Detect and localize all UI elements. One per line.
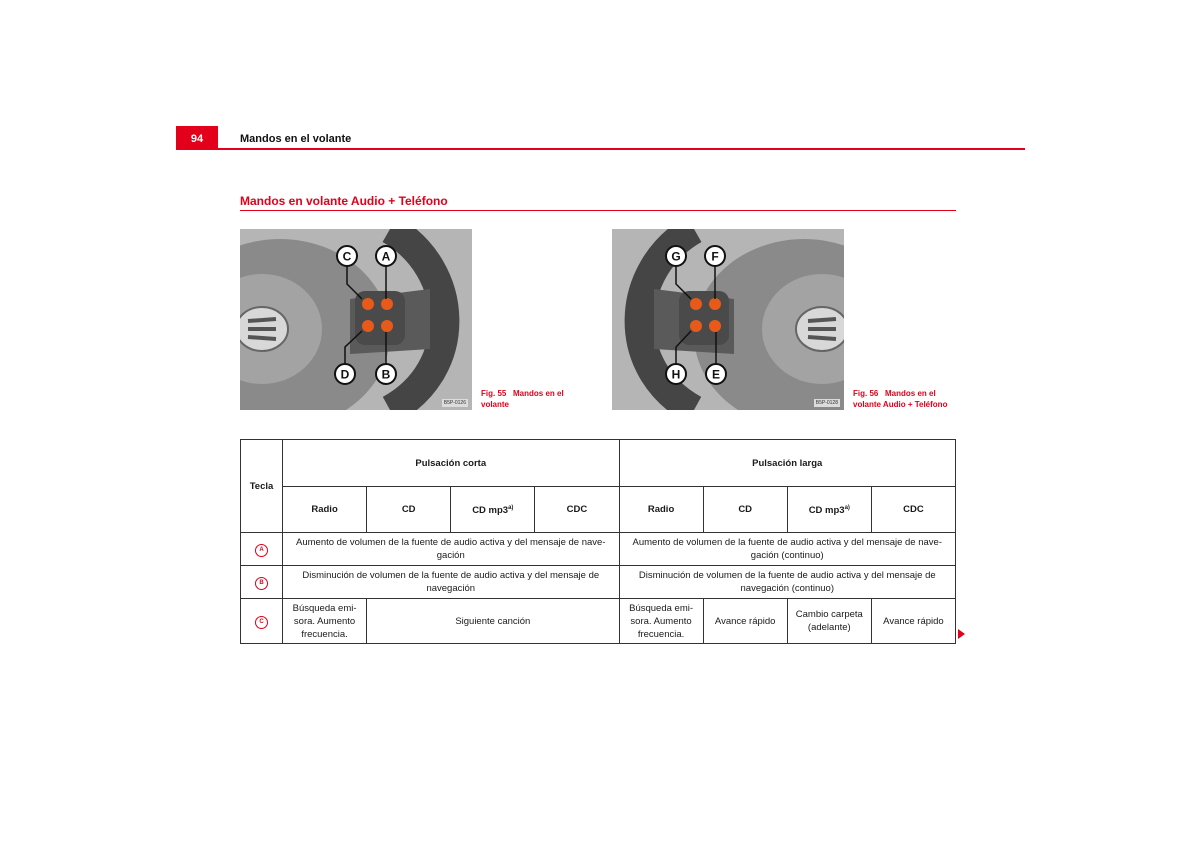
header-pulsacion-larga: Pulsación larga <box>619 440 956 487</box>
svg-text:A: A <box>381 249 391 264</box>
table-subheader-row <box>241 487 956 533</box>
cell-short-radio: Búsqueda emi-sora. Aumento frecuencia. <box>283 599 367 644</box>
svg-text:F: F <box>711 249 719 264</box>
cell-short-press: Aumento de volumen de la fuente de audio activa y del mensaje de nave-gación <box>283 533 620 566</box>
page-header-title: Mandos en el volante <box>240 133 352 145</box>
subheader-cd: CD <box>367 487 451 533</box>
callout-a <box>376 246 396 266</box>
table-row <box>241 599 956 644</box>
controls-table <box>240 439 956 644</box>
caption-label: Fig. 56 <box>853 389 879 398</box>
svg-text:G: G <box>671 249 681 264</box>
subheader-cdc: CDC <box>871 487 955 533</box>
figure-caption-56 <box>853 389 963 410</box>
callout-e <box>706 364 726 384</box>
callout-h <box>666 364 686 384</box>
key-cell <box>241 566 283 599</box>
callout-f <box>705 246 725 266</box>
key-cell <box>241 533 283 566</box>
table-header-row <box>241 440 956 487</box>
caption-text: Mandos en el volante <box>481 389 564 409</box>
key-c-icon: C <box>255 616 268 629</box>
header-divider <box>176 148 1025 150</box>
steering-wheel-illustration-left <box>240 229 472 410</box>
svg-text:D: D <box>340 367 350 382</box>
subheader-cdc: CDC <box>535 487 619 533</box>
cell-long-cdc: Avance rápido <box>871 599 955 644</box>
cell-long-press: Aumento de volumen de la fuente de audio activa y del mensaje de nave-gación (continuo) <box>619 533 956 566</box>
table-row <box>241 566 956 599</box>
cell-long-cd: Avance rápido <box>703 599 787 644</box>
section-divider <box>240 210 956 211</box>
svg-text:B: B <box>381 367 391 382</box>
subheader-cd: CD <box>703 487 787 533</box>
subheader-cd-mp3: CD mp3$^{a)}$ <box>787 487 871 533</box>
header-tecla: Tecla <box>241 440 283 533</box>
subheader-radio: Radio <box>283 487 367 533</box>
callout-c <box>337 246 357 266</box>
svg-text:E: E <box>711 367 721 382</box>
subheader-cd-mp3: CD mp3$^{a)}$ <box>451 487 535 533</box>
callout-g <box>666 246 686 266</box>
cell-long-press: Disminución de volumen de la fuente de audio activa y del mensaje de navegación (continuo) <box>619 566 956 599</box>
figure-steering-wheel-audio <box>240 229 472 410</box>
key-a-icon: A <box>255 544 268 557</box>
key-cell <box>241 599 283 644</box>
figure-code: B5P-0128 <box>815 400 838 406</box>
section-title: Mandos en volante Audio + Teléfono <box>240 194 448 208</box>
cell-long-cdmp3: Cambio carpeta (adelante) <box>787 599 871 644</box>
svg-text:H: H <box>671 367 681 382</box>
key-b-icon: B <box>255 577 268 590</box>
svg-text:C: C <box>342 249 352 264</box>
table-row <box>241 533 956 566</box>
callout-b <box>376 364 396 384</box>
page-number: 94 <box>176 126 218 148</box>
cell-long-radio: Búsqueda emi-sora. Aumento frecuencia. <box>619 599 703 644</box>
caption-label: Fig. 55 <box>481 389 507 398</box>
callout-d <box>335 364 355 384</box>
figure-steering-wheel-phone <box>612 229 844 410</box>
header-pulsacion-corta: Pulsación corta <box>283 440 620 487</box>
cell-short-press: Disminución de volumen de la fuente de audio activa y del mensaje de navegación <box>283 566 620 599</box>
caption-text: Mandos en el volante Audio + Teléfono <box>853 389 948 409</box>
figure-caption-55 <box>481 389 591 410</box>
subheader-radio: Radio <box>619 487 703 533</box>
continue-arrow-icon <box>958 629 965 639</box>
cell-short-other: Siguiente canción <box>367 599 619 644</box>
steering-wheel-illustration-right <box>612 229 844 410</box>
figure-code: B5P-0126 <box>443 400 466 406</box>
